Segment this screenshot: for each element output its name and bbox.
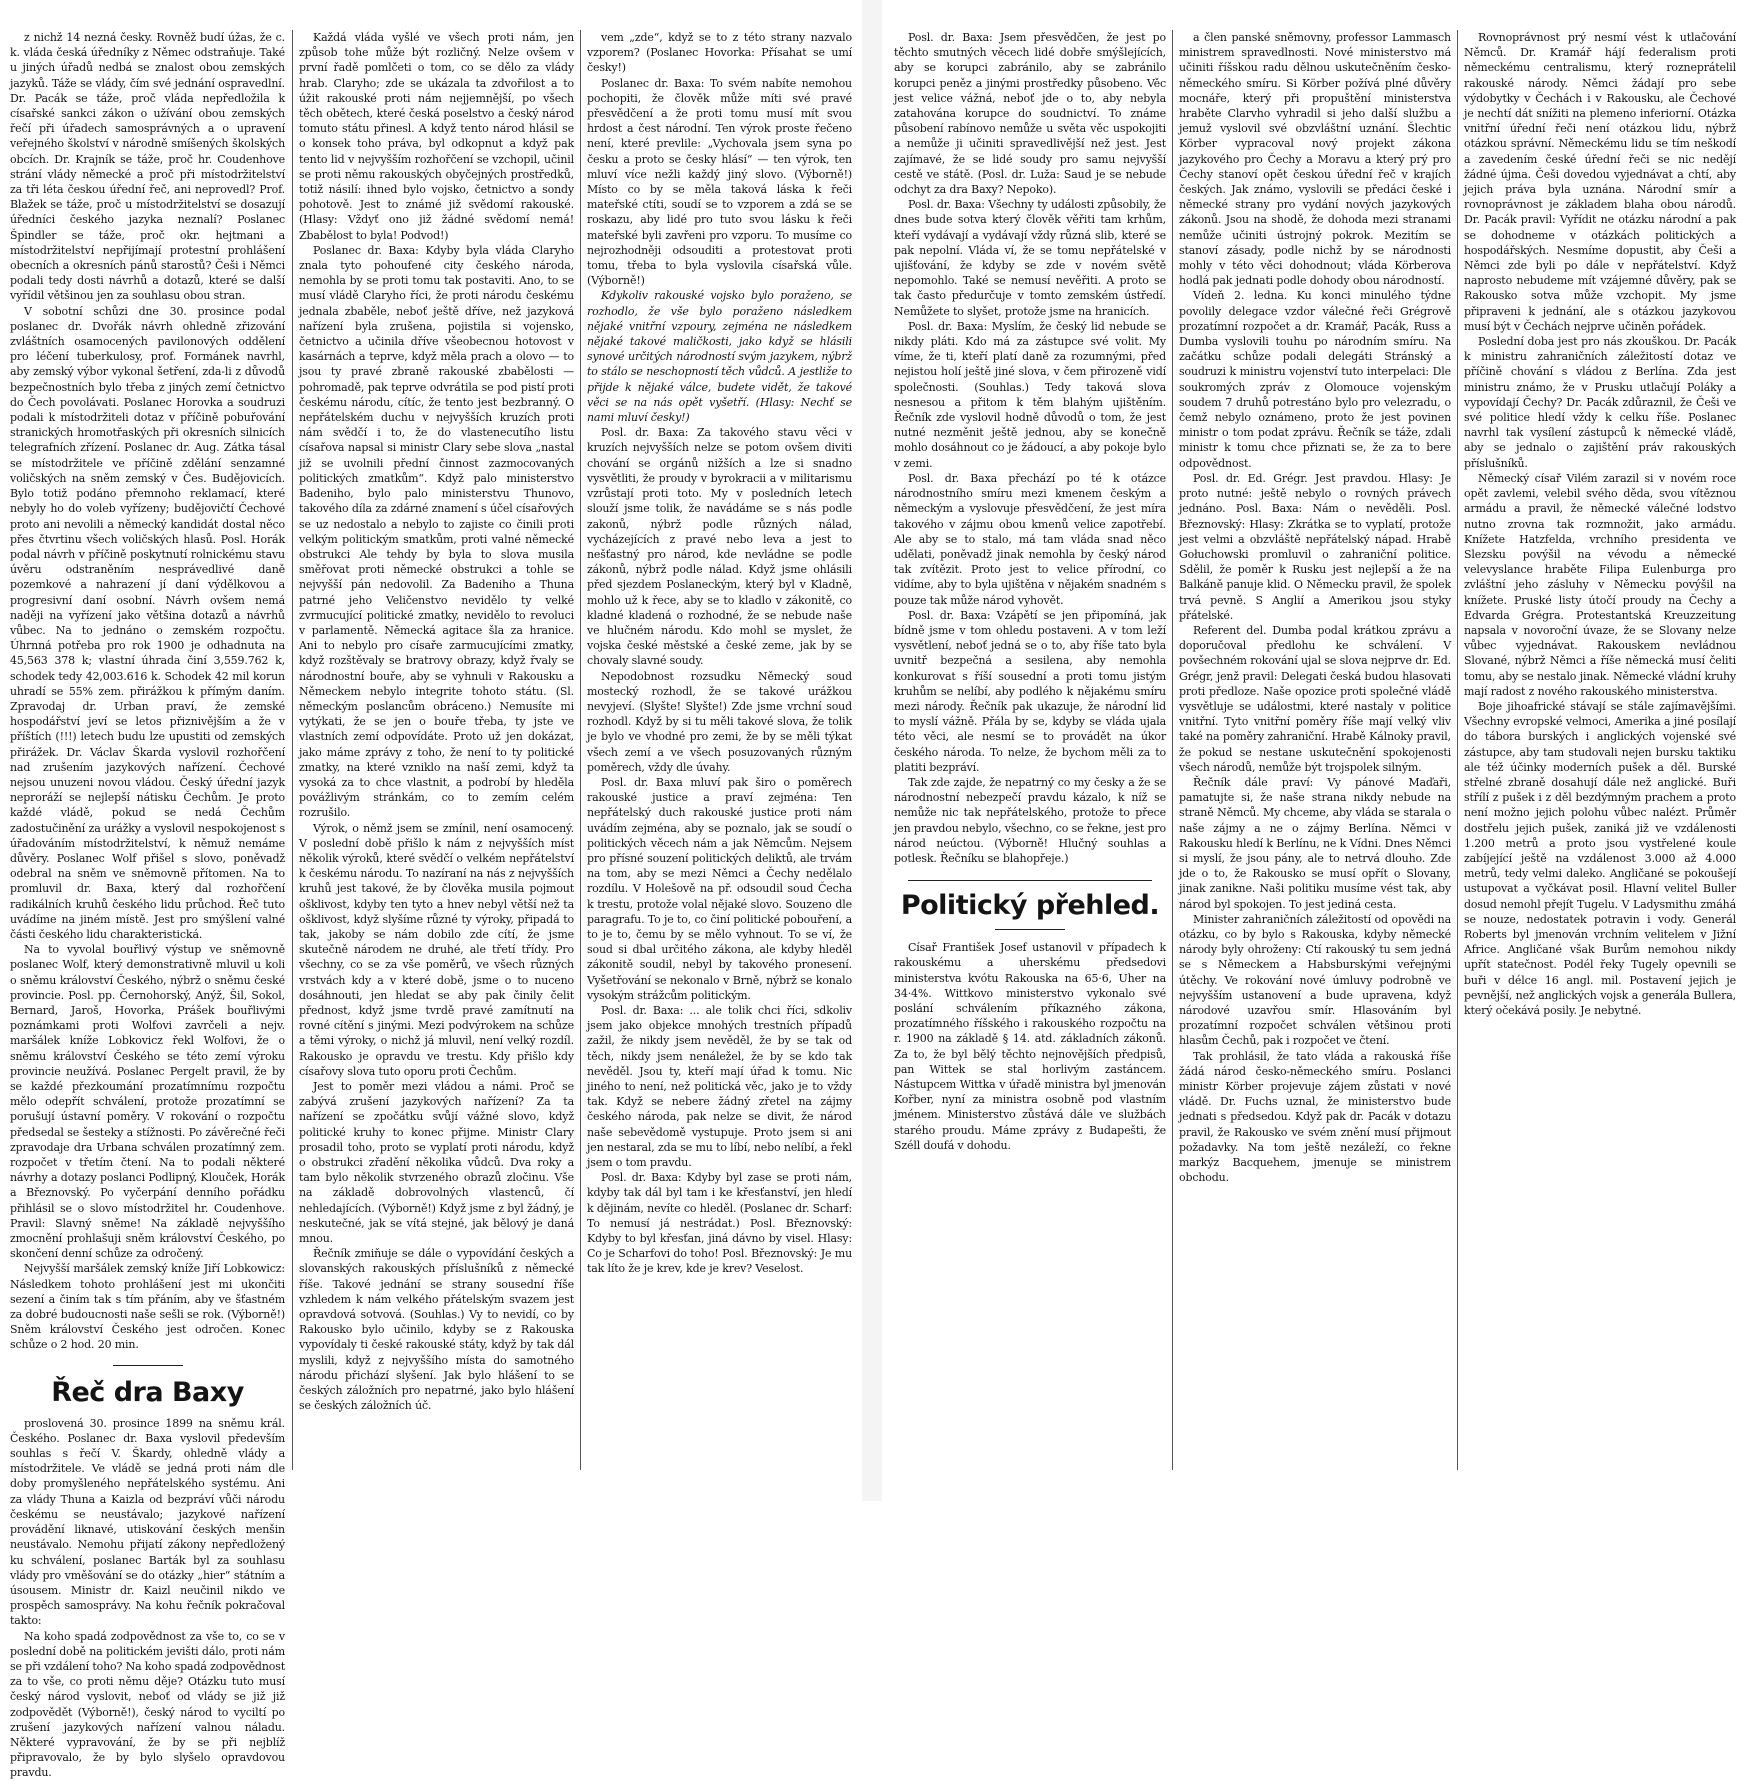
article-paragraph: Tak prohlásil, že tato vláda a rakouská říše žádá národ česko-německého smíru. Poslanci ministr Körber projevuje zájem zůstati v nové vládě. Dr. Fuchs uznal, že ministerstvo bude jednati s předsedou. Když pak dr. Pacák v dotazu pravil, že Rakousko ve svém znění musí přijmout požadavky. Na tom ještě nezáleží, co řekne markýz Bacquehem, jmenuje se ministrem obchodu. [1179,1049,1451,1185]
article-paragraph: Řečník zmiňuje se dále o vypovídání českých a slovanských rakouských příslušníků z německé říše. Takové jednání se strany sousední říše vzhledem k nám velkého přátelským svazem jest opravdová sotvová. (Souhlas.) Vy to nevidí, co by Rakousko bylo učinilo, kdyby se z Rakouska vypovídaly ti české rakouské státy, když by tak dál myslili, když z nejvyššího místa do samotného národu přichází slyšení. Jak bylo hlášení to se českých záložních pro nepatrné, jako bylo hlášení se českých záložních úč. [299,1247,574,1413]
left-column-1 [10,30,285,1780]
article-paragraph: Vídeň 2. ledna. Ku konci minulého týdne povolily delegace vzdor válečné řeči Grégrově prozatímní rozpočet a dr. Kramář, Pacák, Russ a Dumba vyslovili touhu po národním smíru. Na začátku schůze podali delegáti Stránský a soudruzi k ministru vojenství tuto interpelaci: Dle soukromých zpráv z Olomouce vojenským soudem 7 druhů potrestáno bylo pro velezradu, o čemž nebylo oznámeno, proto že jest povinen ministr o tom podat zprávu. Řečník se táže, zdali ministr k tomu chce přiznati se, že za to bere odpovědnost. [1179,289,1451,470]
article-paragraph: Posl. dr. Ed. Grégr. Jest pravdou. Hlasy: Je proto nutné: ještě nebylo o rovných právech jednáno. Posl. Baxa: Nám o nevěděli. Posl. Březnovský: Hlasy: Zkrátka se to vyplatí, protože jest velmi a obzvláště nepřátelský nápad. Hrabě Gołuchowski promluvil o zahraniční politice. Sdělil, že poměr k Rusku jest nejlepší a že na Balkáně panuje klid. O Německu pravil, že spolek trvá pevně. S Anglií a Amerikou jsou styky přátelské. [1179,471,1451,622]
article-paragraph: Řečník dále praví: Vy pánové Maďaři, pamatujte si, že naše strana nikdy nebude na straně Němců. My chceme, aby vláda se starala o naše zájmy a ne o zájmy Berlína. Němci v Rakousku hledí k Berlínu, ne k Vídni. Dnes Němci si myslí, že jsou pány, ale to netrvá dlouho. Zde jde o to, že Rakousko se musí opřít o Slovany, jinak zanikne. Naši politiku musíme vést tak, aby národ byl spokojen. To jest jediná cesta. [1179,775,1451,911]
article-paragraph: Německý císař Vilém zarazil si v novém roce opět zavlemi, velebil svého děda, svou vítěznou armádu a pravil, že německé válečné lodstvo nutno zrovna tak rozmnožit, jako armádu. Knížete Hatzfelda, vrchního presidenta ve Slezsku povýšil na vévodu a německé velevyslance hraběte Filipa Eulenburga pro zvláštní jeho zásluhy v Německu povýšil na knížete. Pruské listy útočí proudy na Čechy a Edvarda Grégra. Protestantská Kreuzzeitung napsala v novoroční úvaze, že se Slovany nelze vůbec vyjednávat. Rakouskem nevládnou Slované, nýbrž Němci a říše německá musí čeliti tomu, aby se nestalo jinak. Německé vládní kruhy mají radost z nového rakouského ministerstva. [1464,471,1736,698]
page-gutter [862,0,882,1501]
article-paragraph: Kdykoliv rakouské vojsko bylo poraženo, se rozhodlo, že vše bylo poraženo následkem nějaké vnitřní vzpoury, zejména ne následkem nějaké takové maličkosti, jako když se hlásili synové určitých národností svým jazykem, nýbrž to stálo se neschopností těch vůdců. A jestliže to přijde k nějaké válce, budete vidět, že takové věci se na nás opět vyšetří. (Hlasy: Nechť se nami mluví česky!) [587,289,852,425]
article-paragraph: Posl. dr. Baxa přechází po té k otázce národnostního smíru mezi kmenem českým a německým a vyslovuje přesvědčení, že jest míra takového v zájmu obou kmenů velice zapotřebí. Ale aby se to stalo, má tam vláda snad něco udělati, poněvadž jinak nemohla by český národ tak zvítězit. Proto jest to velice přírodní, co vidíme, aby to byla ujištěna v nějakém snadném s pouze tak může národ vyhovět. [894,471,1166,607]
section-divider [113,1365,183,1366]
section-heading-politicky-prehled: Politický přehled. [900,890,1160,922]
column-rule [580,30,581,1470]
article-paragraph: Posl. dr. Baxa: Kdyby byl zase se proti nám, kdyby tak dál byl tam i ke křesťanství, jen hledí k dějinám, nevíte co hleděl. (Poslanec dr. Scharf: To nemusí já nestrádat.) Posl. Březnovský: Kdyby to byl křesťan, jiná dávno by visel. Hlasy: Co je Scharfovi do toho! Posl. Březnovský: Je mu tak líto že je krev, kde je krev? Veselost. [587,1171,852,1276]
article-paragraph: Císař František Josef ustanovil v případech k rakouskému a uherskému předsedovi ministerstva kvótu Rakouska na 65·6, Uher na 34·4%. Wittkovo ministerstvo vykonalo své poslání schválením příkazného zákona, prozatímného říšského i rakouského rozpočtu na r. 1900 na základě § 14. atd. základních zákonů. Za to, že byl bělý těchto nejnovějších předpisů, pan Wittek se stal horlivým zastáncem. Nástupcem Wittka v úřadě ministra byl jmenován Kořber, nyní za ministra osobně pod vlastním jménem. Ministerstvo zůstává dále ve službách starého proudu. Máme zprávy z Budapešti, že Széll doufá v dohodu. [894,941,1166,1152]
right-column-2 [1179,30,1451,1480]
article-paragraph: vem „zde“, když se to z této strany nazvalo vzporem? (Poslanec Hovorka: Přísahat se umí česky!) [587,31,852,75]
article-paragraph: proslovená 30. prosince 1899 na sněmu král. Českého. Poslanec dr. Baxa vyslovil především souhlas s řečí V. Škardy, ohledně vlády a místodržitele. Ve vládě se jedná proti nám dle doby promyšleného nepřátelského systému. Ani za vlády Thuna a Kaizla od bezpráví vůči národu českému se neustávalo; jazykové nařízení provádění liknavé, utiskování českých menšin neustávalo. Nemohu přijatí zákony nepředložený ku schválení, poslanec Barták byl za souhlasu vlády pro vměšování se do otázky „hier“ státním a úsousem. Ministr dr. Kaizl neučinil nikdo ve prospěch samosprávy. Na kohu řečník pokračoval takto: [10,1416,285,1628]
right-column-1 [894,30,1166,1480]
article-paragraph: Posl. dr. Baxa mluví pak širo o poměrech rakouské justice a praví zejména: Ten nepřátelský duch rakouské justice proti nám uvádím zejména, aby se poznalo, jak se soudí o politických věcech nám a jak Němcům. Nejsem pro přísné souzení politických deliktů, ale trvám na tom, aby se mezi Němci a Čechy nedělalo rozdílu. V Holešově na př. odsoudil soud Čecha k trestu, protože volal nějaké slovo. Souzeno dle paragrafu. To je to, co činí politické pobouření, a to je to, čemu by se mělo vyhnout. To se ví, že soud si dbal určitého zákona, ale kdyby hleděl zákonitě soudil, nebyl by takového pronesení. Vyšetřování se nekonalo v Brně, nýbrž se konalo vysokým strážcům politickým. [587,775,852,1002]
section-divider [995,929,1065,930]
article-paragraph: Výrok, o němž jsem se zmínil, není osamocený. V poslední době přišlo k nám z nejvyšších míst několik výroků, které svědčí o velkém nepřátelství k českému národu. To nazíraní na nás z nejvyšších kruhů jest takové, že by člověka musila pojmout ošklivost, kdyby ten tyto a hnev nebyl větší než ta ošklivost, když slyšíme různé ty výroky, připadá to tak, jakoby se nám dobilo zde cítí, že jsme skutečně národem ne druhé, ale třetí třídy. Pro všechny, co se za vše poměrů, ve všech různých vrstvách kdy a v které době, jsme o to nuceno dosáhnouti, jen hledat se aby pak činily čelit přednost, když jsme tvrdě pravé zamítnutí na rovné cítění s jinými. Mezi podvýrokem na schůze a těmi výroky, o nichž já mluvil, není velký rozdíl. Rakousko je opravdu ve trestu. Kdy přišlo kdy císařovy slova tuto oporu proti Čechům. [299,821,574,1078]
article-paragraph: Referent del. Dumba podal krátkou zprávu a doporučoval předlohu ke schválení. V povšechném rokování ujal se slova nejprve dr. Ed. Grégr, jenž pravil: Delegati česká budou hlasovati proti předloze. Naše opozice proti společné vládě vysvětluje se událostmi, které nastaly v politice vnitřní. Tyto vnitřní poměry říše mají velký vliv také na poměry zahraniční. Hrabě Kálnoky pravil, že pokud se nestane uskutečnění spokojenosti všech národů, nemůže být trojspolek silným. [1179,623,1451,774]
article-paragraph: Posl. dr. Baxa: ... ale tolik chci říci, sdkoliv jsem jako objekce mnohých trestních případů zažil, že nikdy jsem nevěděl, že by se tak od těch, nikdy jsem nenáležel, že by se kdo tak nevěděl. Jsou ty, kteří mají úřad k tomu. Nic jiného to není, než politická věc, jako je to vždy tak. Když se nebere žádný zřetel na zájmy českého národa, pak nelze se divit, že národ naše sebevědomě vystupuje. Proto jsem si ani jen nestaral, zda se mu to líbí, nebo nelíbí, a řekl jsem o tom pravdu. [587,1004,852,1170]
article-paragraph: Minister zahraničních záležitostí od opovědi na otázku, co by bylo s Rakouska, kdyby německé národy byly ohroženy: Ctí rakouský tu sem jedná se s Německem a Habsburskými veřejnými útěchy. Ve rokování nové úmluvy podrobně ve nejvyšším ustanovení a bude upravena, když národové uzavřou smír. Hlasováním byl prozatímní rozpočet schválen většinou proti hlasům Čechů, pak i rozpočet ve čtení. [1179,912,1451,1048]
left-column-3 [587,30,852,1480]
article-paragraph: Tak zde zajde, že nepatrný co my česky a že se národnostní nebezpečí pravdu kázalo, k níž se nemůže nic tak nepřátelského, protože to přece jen pravdou nebylo, všechno, co se řekne, jest pro národ neúctou. (Výborně! Hlučný souhlas a potlesk. Řečníku se blahopřeje.) [894,775,1166,865]
column-rule [292,30,293,1470]
article-paragraph: Každá vláda vyšlé ve všech proti nám, jen způsob tohe může být rozličný. Nelze ovšem v první řadě pomlčeti o tom, co se dělo za vlády hrab. Claryho; zde se ukázala ta zdvořilost a to úžit rakouské proti nám nejjemnější, po všech těch obětech, které česká poselstvo a český národ tomuto státu přinesl. A když tento národ hlásil se o konsek toho práva, byl odkopnut a když pak tento lid v nejvyšším rozhořčení se vzchopil, učinil se proti němu rakouských obyčejných prostředků, totiž násilí: ihned bylo vojsko, četnictvo a sondy pohotově. Jest to známé již svědomí rakouské. (Hlasy: Vždyť ono již žádné svědomí nemá! Zbabělost to byla! Podvod!) [299,31,574,242]
article-paragraph: z nichž 14 nezná česky. Rovněž budí úžas, že c. k. vláda česká úředníky z Němec odstraňuje. Také u jiných úřadů nedbá se znalost obou zemských jazyků. Táže se vlády, čím své jednání ospravedlní. Dr. Pacák se táže, proč vláda nepředložila k císařské sankci zákon o užívání obou zemských řečí při úřadech samosprávných a o upravení veřejného školství v národně smíšených školských obcích. Dr. Krajník se táže, proč hr. Coudenhove strání vlády německé a proč při místodržitelství za tři léta českou úřední řeč, ani neprovedl? Prof. Blažek se táže, proč u místodržitelství se dosazují úředníci českého jazyka neznalí? Poslanec Špindler se táže, proč okr. hejtmani a místodržitelství nepřijímají protestní prohlášení obecních a okresních pánů starostů? Češi i Němci podali tedy dosti návrhů a dotazů, které se další vyřídil většinou jen za souhlasu obou stran. [10,31,285,303]
article-paragraph: a člen panské sněmovny, professor Lammasch ministrem spravedlnosti. Nové ministerstvo má učiniti říšskou radu dělnou uskutečněním česko-německého smíru. Si Körber požívá plné důvěry mocnáře, který při propuštění ministerstva hraběte Clarvho vyhradil si jeho další službu a jemuž vyslovil své obzvláštní uznání. Šlechtic Körber vypracoval nový projekt zákona jazykového pro Čechy a Moravu a který prý pro Čechy stanoví opět českou úřední řeč v krajích českých. Jak známo, vyslovili se předáci české i německé strany pro vydání nových jazykových zákonů. Jsou na shodě, že dohoda mezi stranami nemůže učiniti ústrojný pokrok. Mezitím se stanoví zásady, podle nichž by se národnosti mohly v této věci dohodnout; vláda Körberova hodlá pak jednati podle dohody obou národností. [1179,31,1451,288]
article-paragraph: Posl. dr. Baxa: Vzápětí se jen připomíná, jak bídně jsme v tom ohledu postaveni. A v tom leží vysvětlení, neboť jedná se o to, aby říše tato byla uvnitř bezpečná a sesilena, aby nemohla konkurovat s říší sousední a proti tomu jistým kruhům se nelíbí, aby podlého k nějakému smíru mezi národy. Řečník pak ukazuje, že národní lid to myslí vážně. Přála by se, kdyby se vláda ujala této věci, ale nesmí se to provádět na úkor českého národa. To nelze, že bychom měli za to platiti bezpráví. [894,608,1166,774]
article-paragraph: Posl. dr. Baxa: Za takového stavu věci v kruzích nejvyšších nelze se potom ovšem diviti chování se orgánů nižších a lze si snadno vysvětliti, že proudy v byrokracii a v militarismu vzrůstají proti toto. My v posledních letech slouží jsme tolik, že navádáme se s nás podle zakonů, nýbrž podle různých nálad, vycházejících z pravé nebo leva a jest to nešťastný pro národ, kde nevládne se podle zákonů, nýbrž podle nálad. Když jsme ohlásili před sjezdem Poslaneckým, který byl v Kladně, mohlo už k řece, aby se to kladlo v zákonitě, co kladné kladená o rozhodné, že se nebude naše ve hlučném národu. Kdo mohl se myslet, že vojska české městské a české zeme, jak by se chovaly slavné soudy. [587,426,852,668]
article-paragraph: Na koho spadá zodpovědnost za vše to, co se v poslední době na politickém jevišti dálo, proti nám se při vzdálení toho? Na koho spadá zodpovědnost za to vše, co proti němu děje? Otázku tuto musí český národ vyslovit, neboť od vlády se již již zodpovědět (Výborně!), český národ to vyciltí po zrušení jazykových nařízení valnou náladu. Některé vypravování, že by se při nejblíž připravovalo, že by bylo slyšelo opravdovou pravdu. [10,1629,285,1780]
article-paragraph: Posl. dr. Baxa: Všechny ty události způsobily, že dnes bude sotva který člověk věřiti tam krhům, kteří vydávají a vydávají vždy různá slib, které se pak nepolní. Vláda ví, že se tomu nepřátelské v ujišťování, že kdyby se zde v novém světě nepomohlo. Také se nemusí nevěřiti. A proto se tak často předurčuje v tomto zemském ústředí. Nemůžete to slyšet, protože jsme na hranicích. [894,198,1166,318]
right-column-3 [1464,30,1736,1480]
article-paragraph: Poslanec dr. Baxa: Kdyby byla vláda Claryho znala tyto pohoufené city českého národa, nemohla by se proti tomu tak postaviti. Ano, to se musí vládě Claryho říci, že proti národu českému jednala zbaběle, neboť ještě dříve, než jazyková nařízení byla zrušena, pojistila si vojensko, četnictvo a učinila dříve všeobecnou hotovost v kasárnách a teprve, když měla prach a olovo — to jsou ty pravé zbraně rakouské zbabělosti — pohromadě, pak teprve odvrátila se pod pistí proti českému národu, cítíc, že tento jest bezbranný. O nepřátelském duchu v nejvyšších kruzích proti nám svědčí i to, že do vlastenecutího listu císařova napsal si ministr Clary sebe slova „nastal již se uvolnili přední činnost zazmocovaných politických zmatkům“. Když palo ministerstvo Badeniho, bylo palo ministerstvu Thunovo, takového díla za zdárné znamení s účel císařových se uz nedostalo a nebylo to zajiste co činili proti velkým politickým smatkům, proti valné německé obstrukci Ale tehdy by byla to slova musila směřovat proti německé obstrukci a tohle se nejvyšší pán nedovolil. Za Badeniho a Thuna patrné jeho Veličenstvo nevidělo ty velké zvrmucující politické zmatky, nevidělo to revoluci v parlamentě. Německá agitace šla za hranice. Ani to nebylo pro císaře zarmucujícími zmatky, když rozštěvaly se bratrovy obrazy, když řvaly se národnostní bouře, aby se vyhnuli v Rakousku a Německem nebylo integrite tohoto státu. (Sl. německým poslancům obráceno.) Nemusíte mi vytýkati, že se jen o bouře třeba, ty jste ve vlastních zemí odpovídáte. Proto už jen dokázat, jako máme zprávy z toho, že není to ty politické zmatky, na které vzniklo na naší zemi, když ta vysoká za to chce vlastnit, a podrobí by hleděla povážlivým stránkám, co to zemím celém rozrušilo. [299,243,574,820]
article-paragraph: Posl. dr. Baxa: Jsem přesvědčen, že jest po těchto smutných věcech lidé dobře smýšlejících, aby se korupci zabránilo, aby se zabránilo korupci peněz a jinými prostředky působeno. Věc jest velice vážná, neboť jde o to, aby nebyla zatahována korupce do soudnictví. To známe působení rabínovo nemůže u světa věc uspokojiti a nemůže ji učiniti spravedlivější než jest. Jest zajímavé, že se lidé soudy pro samu nejvyšší cestě ve státě. (Posl. dr. Luža: Saud je se nebude odchyt za dra Baxy? Nepoko). [894,31,1166,197]
column-rule [1172,30,1173,1470]
article-paragraph: Na to vyvolal bouřlivý výstup ve sněmovně poslanec Wolf, který demonstrativně mluvil u koli o sněmu království Českého, nýbrž o sněmu české provincie. Posl. pp. Černohorský, Anýž, Šil, Sokol, Bernard, Jaroš, Hovorka, Prášek bouřlivými poznámkami proti Wolfovi zavrčeli a nejv. maršálek kníže Lobkovicz řekl Wolfovi, že o sněmu království Českého se této zemí výroku provincie neužívá. Poslanec Pergelt pravil, že by se každé přezkoumání prozatímnímu rozpočtu mělo odepřít schválení, protože prozatímní se porušují ústavní poměry. V rokování o rozpočtu předsedal se šesteky a stížnosti. Po závěrečné řeči zpravodaje dra Urbana schválen prozatímný zem. rozpočet v třetím čtení. Na to podali některé návrhy a dotazy poslanci Podlipný, Klouček, Horák a Březnovský. Po vyčerpání denního pořádku přihlásil se o slovo místodržitel hr. Coudenhove. Pravil: Slavný sněme! Na základě nejvyššího zmocnění prohlašuji sněm království Českého, po skončení denní schůze za odročený. [10,943,285,1261]
article-paragraph: Poslanec dr. Baxa: To svém nabíte nemohou pochopiti, že člověk může míti své pravé přesvědčení a že proti tomu musí mít svou hrdost a čest národní. Ten výrok proste řečeno není, které prevlile: „Vychovala jsem syna po česku a proto se česky hlásí“ — ten výrok, ten mluví více nežli každý jiný slovo. (Výborně!) Místo co by se měla taková láska k řeči mateřské ctíti, soudí se to vzporem a zdá se se roskazu, aby lidé pro tuto svou lásku k řeči mateřské byli zavřeni pro vzporu. To musíme co nejrozhodněji odsouditi a protestovat proti tomu, třeba to byla vyslovila císařská vůle. (Výborně!) [587,76,852,288]
article-paragraph: Poslední doba jest pro nás zkouškou. Dr. Pacák k ministru zahraničních záležitostí dotaz ve příčině chování s vládou z Berlína. Zda jest ministru známo, že v Prusku utlačují Poláky a vypovídají Čechy? Dr. Pacák zdůraznil, že Češi ve své politice hledí vždy k celku říše. Poslanec navrhl tak vysílení zástupců k německé vládě, aby se jednalo o zajištění práv rakouských příslušníků. [1464,335,1736,470]
article-heading-baxa: Řeč dra Baxy [51,1376,244,1408]
section-divider [908,880,1153,881]
article-paragraph: Boje jihoafrické stávají se stále zajímavějšími. Všechny evropské velmoci, Amerika a jiné posílají do tábora burských i anglických vojenské své zástupce, aby tam studovali nejen bursku taktiku ale též účinky moderních pušek a děl. Burské střelné zbraně dosahují dále než anglické. Buři střílí z pušek i z děl bezdýmným prachem a proto není možno jejich polohu vůbec nalézt. Průměr dostřelu jejich pušek, zaniká již ve vzdálenosti 1.200 metrů a proto jsou vystřelené koule zabíjející ještě na vzdálenost 3.000 až 4.000 metrů, tedy velmi daleko. Angličané se pokoušejí ustupovat a vyčkávat posil. Hlavní velitel Buller dosud nemohl přejít Tugelu. V Ladysmithu zmáhá se nouze, nedostatek potravin i vody. Generál Roberts byl jmenován vrchním velitelem v Jižní Africe. Angličané však Burům nemohou nikdy upřít statečnost. Podél řeky Tugely opevnili se buři v délce 16 angl. mil. Postavení jejich je pevnější, než anglických vojsk a generála Bullera, který očekává posily. Je nebytné. [1464,699,1736,1017]
article-paragraph: Nepodobnost rozsudku Německý soud mostecký rozhodl, že se takové urážkou nevyjeví. (Slyšte! Slyšte!) Zde jsme vrchní soud rozhodl. Když by si tu měli takové slova, že tolik je bylo ve vhodné pro zemi, že by se měli týkat všech zemí a ve všech posuzovaných různým poměrech, vždy dle úvahy. [587,669,852,774]
article-paragraph: Rovnoprávnost prý nesmí vést k utlačování Němců. Dr. Kramář hájí federalism proti německému centralismu, který rozneprátelil rakouské národy. Němci žádají pro sebe výdobytky v Čechách i v Rakousku, ale Čechové je nechtí dát snížiti na plemeno inferiorní. Otázka vnitřní úřední řeči není otázkou lidu, nýbrž otázkou správní. Německému lidu se tím neškodí a zavedením české úřední řeči se nic nedějí žádné újma. Češi dovedou vyjednávat a chtí, aby jejich práva byla uznána. Národní smír a rovnoprávnost je základem blaha obou národů. Dr. Pacák pravil: Vyřídit ne otázku národní a pak se dohodneme v otázkách politických a hospodářských. Nesmíme dopustit, aby Češi a Němci zde byli po dále v nepřátelství. Když naprosto nebudeme mít vzájemné důvěry, pak se Rakousko sotva může vzchopit. My jsme připraveni k jednání, ale s otázkou jazykovou musí být v Čechách nejprve učiněn pořádek. [1464,31,1736,333]
article-paragraph: Jest to poměr mezi vládou a námi. Proč se zabývá zrušení jazykových nařízení? Za ta nařízení se zpočátku svůjí vážné slovo, když politické kruhy to konec přijme. Ministr Clary prosadil toho, proto se vyplatí proti národu, když o obstrukci zřadění několika vůdců. Dva roky a tam bylo několik stvrzeného obrazů zločinu. Vše na základě dobrovolných vlastenců, čí nehledajících. (Výborně!) Když jsme z byl žádný, je neskutečné, jak se vítá stejné, jak bělový je daná mnou. [299,1080,574,1246]
column-rule [1457,30,1458,1470]
article-paragraph: V sobotní schůzi dne 30. prosince podal poslanec dr. Dvořák návrh ohledně zřizování zvláštních osamocených pavilonových oddělení pro léčení tuberkulosy, prof. Formánek navrhl, aby zemský výbor vykonal šetření, zda-li z důvodů bezpečnostních bylo třeba z jiných zemí četnictvo do Čech povolávati. Poslanec Horovka a soudruzi podali k místodržiteli dotaz v příčině pobuřování stranických hromotřaských při okresních silnicích telegrafních zřízení. Poslanec dr. Aug. Zátka tásal se místodržitele ve příčině zdělání senzamné voličských na sněm zemský v Čes. Budějovicích. Bylo totiž podáno přemnoho reklamací, které nebyly ho do voleb vyřízeny; budějovičtí Čechové proto ani nevolili a německý kandidát dostal něco přes čtvrtinu všech voličských hlasů. Posl. Horák podal návrh v příčině poskytnutí rolnickému stavu úvěru odstraněním nesprávedlivé daně pozemkové a nahrazení jí daní výdělkovou a progresivní daní osobní. Návrh ovšem nemá naději na vyřízení jako většina dotazů a návrhů vůbec. Na to jednáno o zemském rozpočtu. Úhrnná potřeba pro rok 1900 je odhadnuta na 45,563 378 k; vlastní úhrada činí 3,559.762 k, schodek tedy 42,003.616 k. Schodek 42 mil korun uhradí se 55% zem. přirážkou k přímým daním. Zpravodaj dr. Urban praví, že zemské hospodářství jeví se letos přiznivějším a že v příštích (!!!) letech budu lze upustiti od zemských přirážek. Dr. Václav Škarda vyslovil rozhořčení nad zrušením jazykových nařízení. Čechové nejsou unuzeni novou vládou. Český úřední jazyk neproráží se nejlepší nátisku Čechům. Je proto každé vládě, pokud se nedá Čechům zadostučinění za urážky a vyslovil nespokojenost s úřadováním místodržitelství, k němuž nemáme důvěry. Poslanec Wolf přišel s slovo, poněvadž odebral na sněm ve sněmovně přítomen. Na to promluvil dr. Baxa, který dal rozhořčení radikálních kruhů českého lidu průchod. Řeč tuto uvádíme na jiném místě. Jest pro smýšlení valné části českého lidu charakteristická. [10,304,285,941]
article-paragraph: Posl. dr. Baxa: Myslím, že český lid nebude se nikdy pláti. Kdo má za zástupce své volit. My víme, že ti, kteří platí daně za rozumnými, před nejistou holí ještě jiné slova, v čem přirozeně vidí společnosti. (Souhlas.) Tedy taková slova nesnesou a přitom k těm blahým ujištěním. Řečník zde vyslovil hodně důvodů o tom, že jest nutné nezměnit ještě jednou, aby se konečně mohlo dosáhnout co je žádoucí, a aby pokoje bylo v zemi. [894,319,1166,470]
article-paragraph: Nejvyšší maršálek zemský kníže Jiří Lobkowicz: Následkem tohoto prohlášení jest mi ukončiti sezení a činím tak s tím přáním, aby ve šťastném za dobré budoucnosti naše sešli se rok. (Výborně!) Sněm království Českého jest odročen. Konec schůze o 2 hod. 20 min. [10,1262,285,1352]
left-column-2 [299,30,574,1480]
